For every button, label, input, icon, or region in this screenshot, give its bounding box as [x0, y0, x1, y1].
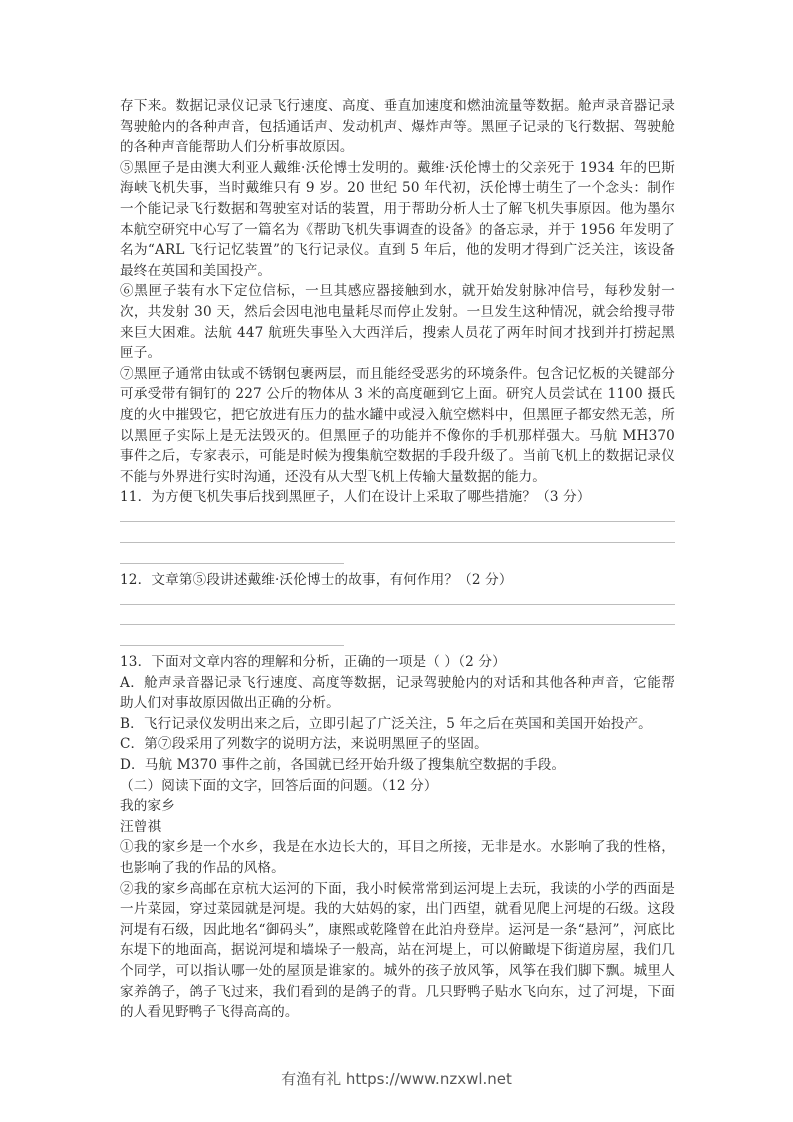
question-12: 12．文章第⑤段讲述戴维·沃伦博士的故事，有何作用？（2 分）	[120, 571, 513, 588]
answer-area-q12	[120, 590, 675, 652]
question-13-option-b: B．飞行记录仪发明出来之后，立即引起了广泛关注，5 年之后在英国和美国开始投产。	[120, 715, 652, 732]
essay-author: 汪曾祺	[120, 818, 162, 835]
essay-paragraph-1: ①我的家乡是一个水乡，我是在水边长大的，耳目之所接，无非是水。水影响了我的性格，也影响了我的作品的风格。	[120, 839, 675, 876]
answer-line	[120, 528, 675, 549]
question-13-option-d: D．马航 M370 事件之前，各国就已经开始升级了搜集航空数据的手段。	[120, 757, 566, 773]
passage-continuation: 存下来。数据记录仪记录飞行速度、高度、垂直加速度和燃油流量等数据。舱声录音器记录驾驶舱内的各种声音，包括通话声、发动机声、爆炸声等。黑匣子记录的飞行数据、驾驶舱的各种声音能帮助人们分析事故原因。	[120, 98, 675, 156]
answer-area-q11	[120, 508, 675, 570]
answer-line	[120, 549, 675, 570]
answer-line	[120, 508, 675, 529]
watermark-footer: 有渔有礼 https://www.nzxwl.net	[281, 1070, 512, 1088]
question-13-option-a: A．舱声录音器记录飞行速度、高度等数据，记录驾驶舱内的对话和其他各种声音，它能帮助人们对事故原因做出正确的分析。	[120, 674, 675, 712]
question-13-option-c: C．第⑦段采用了列数字的说明方法，来说明黑匣子的坚固。	[120, 736, 488, 753]
essay-title: 我的家乡	[120, 798, 175, 815]
passage-paragraph-7: ⑦黑匣子通常由钛或不锈钢包裹两层，而且能经受恶劣的环境条件。包含记忆板的关键部分可承受带有铜钉的 227 公斤的物体从 3 米的高度砸到它上面。研究人员尝试在 1100 摄氏度的火中摧毁它，把它放进有压力的盐水罐中或浸入航空燃料中，但黑匣子都安然无恙，所以黑匣子实际上是无法毁灭的。但黑匣子的功能并不像你的手机那样强大。马航 MH370 事件之后，专家表示，可能是时候为搜集航空数据的手段升级了。当前飞机上的数据记录仪不能与外界进行实时沟通，还没有从大型飞机上传输大量数据的能力。	[120, 365, 675, 485]
answer-line	[120, 631, 675, 652]
passage-paragraph-5: ⑤黑匣子是由澳大利亚人戴维·沃伦博士发明的。戴维·沃伦博士的父亲死于 1934 年的巴斯海峡飞机失事，当时戴维只有 9 岁。20 世纪 50 年代初，沃伦博士萌生了一个念头：制作一个能记录飞行数据和驾驶室对话的装置，用于帮助分析人士了解飞机失事原因。他为墨尔本航空研究中心写了一篇名为《帮助飞机失事调查的设备》的备忘录，并于 1956 年发明了名为“ARL 飞行记忆装置”的飞行记录仪。直到 5 年后，他的发明才得到广泛关注，该设备最终在英国和美国投产。	[120, 159, 675, 279]
question-11: 11．为方便飞机失事后找到黑匣子，人们在设计上采取了哪些措施？（3 分）	[120, 489, 591, 506]
essay-paragraph-2: ②我的家乡高邮在京杭大运河的下面，我小时候常常到运河堤上去玩，我读的小学的西面是一片菜园，穿过菜园就是河堤。我的大姑妈的家，出门西望，就看见爬上河堤的石级。这段河堤有石级，因此地名“御码头”，康熙或乾隆曾在此泊舟登岸。运河是一条“悬河”，河底比东堤下的地面高，据说河堤和墙垛子一般高，站在河堤上，可以俯瞰堤下街道房屋，我们几个同学，可以指认哪一处的屋顶是谁家的。城外的孩子放风筝，风筝在我们脚下飘。城里人家养鸽子，鸽子飞过来，我们看到的是鸽子的背。几只野鸭子贴水飞向东，过了河堤，下面的人看见野鸭子飞得高高的。	[120, 880, 675, 1021]
section-2-heading: （二）阅读下面的文字，回答后面的问题。（12 分）	[120, 777, 438, 794]
document-page	[120, 96, 675, 1023]
answer-line	[120, 611, 675, 632]
answer-line	[120, 590, 675, 611]
passage-paragraph-6: ⑥黑匣子装有水下定位信标，一旦其感应器接触到水，就开始发射脉冲信号，每秒发射一次，共发射 30 天，然后会因电池电量耗尽而停止发射。一旦发生这种情况，就会给搜寻带来巨大困难。法航 447 航班失事坠入大西洋后，搜索人员花了两年时间才找到并打捞起黑匣子。	[120, 283, 675, 362]
question-13-stem: 13．下面对文章内容的理解和分析，正确的一项是（ ）（2 分）	[120, 654, 506, 671]
